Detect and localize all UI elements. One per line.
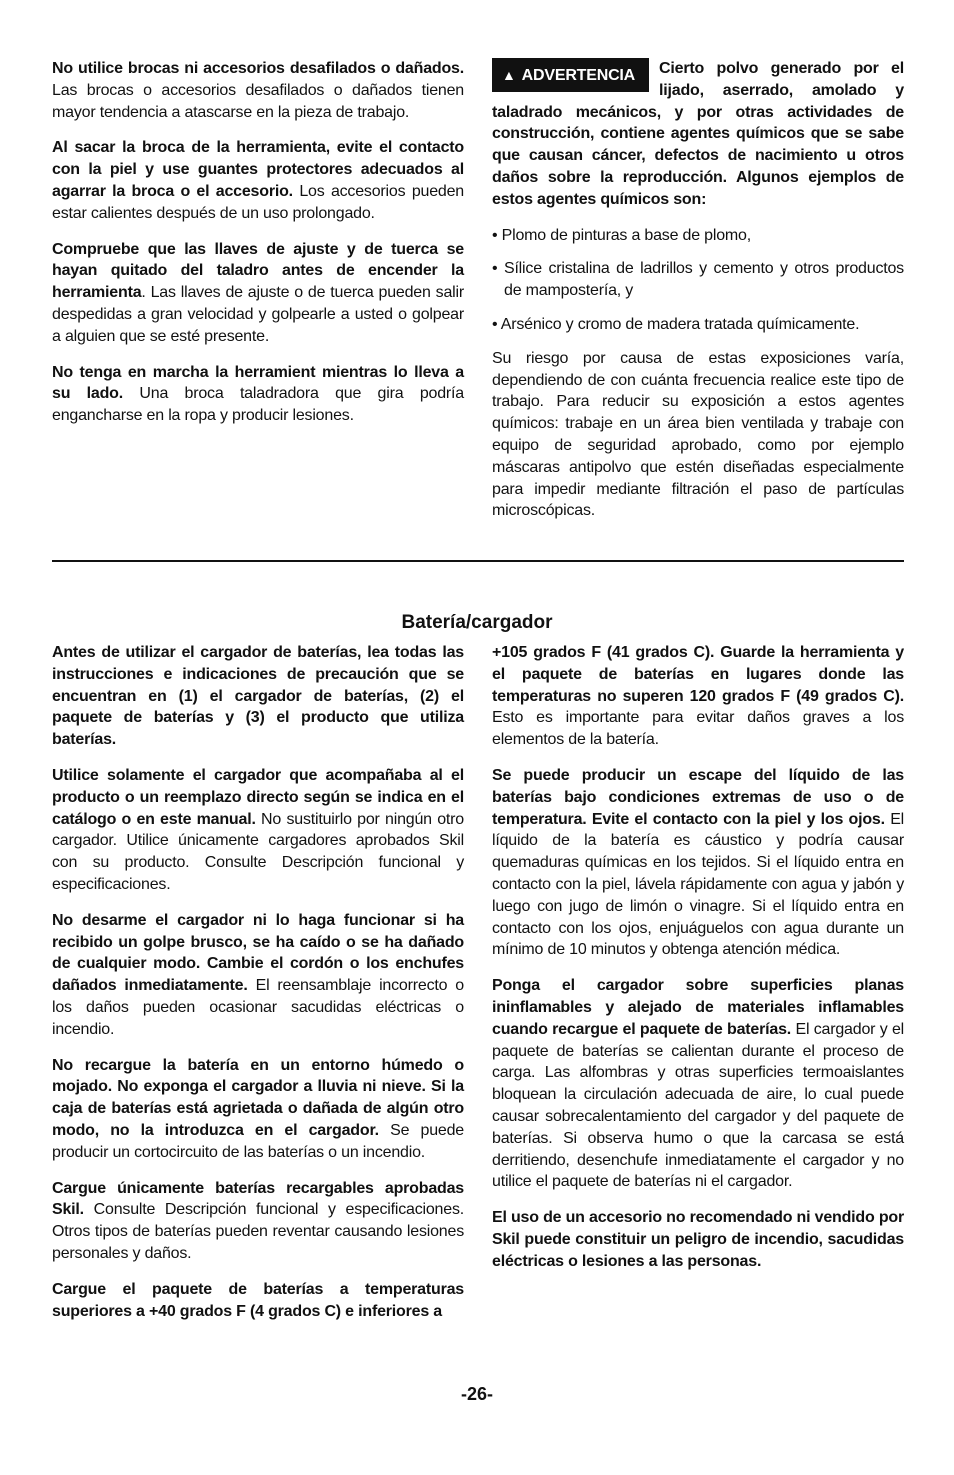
bottom-right-column: [492, 642, 904, 1287]
list-item: • Arsénico y cromo de madera tratada químicamente.: [492, 315, 860, 333]
paragraph: [52, 58, 464, 123]
paragraph: [52, 1178, 464, 1265]
paragraph-bold: Se puede producir un escape del líquido de las baterías bajo condiciones extremas de uso o de temperatura. Evite el contacto con la piel y los ojos.: [492, 766, 904, 828]
section-divider: [52, 560, 904, 562]
paragraph: [492, 642, 904, 751]
paragraph-bold: Cargue únicamente baterías recargables aprobadas Skil.: [52, 1179, 464, 1219]
paragraph: [52, 362, 464, 427]
top-left-column: [52, 58, 464, 441]
paragraph: [492, 975, 904, 1193]
warning-label: [492, 58, 649, 92]
warning-paragraph: [492, 58, 904, 211]
paragraph-bold: Compruebe que las llaves de ajuste y de tuerca se hayan quitado del taladro antes de encender la herramienta: [52, 240, 464, 302]
paragraph-bold: Antes de utilizar el cargador de baterías, lea todas las instrucciones e indicaciones de precaución que se encuentran en (1) el cargador de baterías, (2) el paquete de baterías y (3) el producto que utiliza baterías.: [52, 644, 464, 749]
paragraph: [52, 642, 464, 751]
paragraph-bold: No recargue la batería en un entorno húmedo o mojado. No exponga el cargador a lluvia ni nieve. Si la caja de baterías está agrietada o dañada de algún otro modo, no la introduzca en el cargador.: [52, 1056, 464, 1139]
paragraph-bold: No tenga en marcha la herramient mientras lo lleva a su lado.: [52, 363, 464, 403]
paragraph: [492, 765, 904, 961]
section-title: Batería/cargador: [401, 612, 553, 633]
paragraph-bold: No utilice brocas ni accesorios desafilados o dañados.: [52, 60, 464, 77]
paragraph: [52, 137, 464, 224]
paragraph-text: No sustituirlo por ningún otro cargador. Utilice únicamente cargadores aprobados Skil con su producto. Consulte Descripción funcional y especificaciones.: [52, 810, 464, 893]
paragraph-bold: Al sacar la broca de la herramienta, evite el contacto con la piel y use guantes protectores adecuados al agarrar la broca o el accesorio.: [52, 139, 464, 200]
paragraph: [52, 910, 464, 1041]
warning-section: [492, 58, 904, 536]
paragraph-text: El reensamblaje incorrecto o los daños pueden ocasionar sacudidas eléctricas o incendio.: [52, 977, 464, 1038]
warning-closing: Su riesgo por causa de estas exposiciones varía, dependiendo de con cuánta frecuencia realice este tipo de trabajo. Para reducir su exposición a estos agentes químicos: trabaje en un área bien ventilada y trabaje con equipo de seguridad aprobado, como por ejemplo máscaras antipolvo que estén diseñadas especialmente para impedir mediante filtración el paso de partículas microscópicas.: [492, 349, 904, 520]
paragraph-bold: El uso de un accesorio no recomendado ni vendido por Skil puede constituir un peligro de incendio, sacudidas eléctricas o lesiones a las personas.: [492, 1209, 904, 1270]
list-item: • Sílice cristalina de ladrillos y cemento y otros productos de mampostería, y: [492, 260, 904, 300]
paragraph: [52, 765, 464, 896]
paragraph-text: Se puede producir un cortocircuito de las baterías o un incendio.: [52, 1121, 464, 1161]
list-item: • Plomo de pinturas a base de plomo,: [492, 226, 752, 244]
paragraph-bold: Utilice solamente el cargador que acompañaba al el producto o un reemplazo directo según se indica en el catálogo o en este manual.: [52, 766, 464, 828]
warning-triangle-icon: ▲: [502, 67, 516, 83]
paragraph-bold: Cargue el paquete de baterías a temperaturas superiores a +40 grados F (4 grados C) e inferiores a: [52, 1280, 464, 1320]
bottom-left-column: [52, 642, 464, 1336]
paragraph: [52, 239, 464, 348]
paragraph-bold: Ponga el cargador sobre superficies planas ininflamables y alejado de materiales inflamables cuando recargue el paquete de baterías.: [492, 977, 904, 1038]
paragraph-text: Una broca taladradora que gira podría engancharse en la ropa y producir lesiones.: [52, 385, 464, 425]
paragraph-text: Esto es importante para evitar daños graves a los elementos de la batería.: [492, 709, 904, 749]
paragraph-text: El líquido de la batería es cáustico y podría causar quemaduras químicas en los tejidos. Si el líquido entra en contacto con la piel, lávela rápidamente con agua y jabón y luego con jugo de limón o vinagre. Si el líquido entra en contacto con los ojos, enjuáguelos con agua durante un mínimo de 10 minutos y obtenga atención médica.: [492, 810, 905, 959]
paragraph: [492, 1207, 904, 1272]
paragraph-bold: +105 grados F (41 grados C). Guarde la herramienta y el paquete de baterías en lugares donde las temperaturas no superen 120 grados F (49 grados C).: [492, 644, 904, 705]
page-number: -26-: [460, 1384, 493, 1404]
paragraph-text: Los accesorios pueden estar calientes después de un uso prolongado.: [52, 182, 465, 222]
paragraph-text: El cargador y el paquete de baterías se calientan durante el proceso de carga. Las alfombras y otras superficies termoaislantes bloquean la circulación adecuada de aire, lo cual puede causar sobrecalentamiento del cargador y del paquete de baterías. Si observa humo o que la carcasa se está derritiendo, desenchufe inmediatamente el cargador y no utilice el paquete de baterías ni el cargador.: [492, 1020, 904, 1191]
paragraph-text: Las brocas o accesorios desafilados o dañados tienen mayor tendencia a atascarse en la pieza de trabajo.: [52, 81, 464, 121]
paragraph-text: Consulte Descripción funcional y especificaciones. Otros tipos de baterías pueden reventar causando lesiones personales y daños.: [52, 1201, 464, 1262]
paragraph-text: . Las llaves de ajuste o de tuerca pueden salir despedidas a gran velocidad y golpearle a usted o golpear a alguien que se esté presente.: [52, 284, 464, 345]
warning-label-text: ADVERTENCIA: [521, 67, 636, 84]
paragraph-bold: No desarme el cargador ni lo haga funcionar si ha recibido un golpe brusco, se ha caído o se ha dañado de cualquier modo. Cambie el cordón o los enchufes dañados inmediatamente.: [52, 911, 464, 995]
paragraph: [52, 1279, 464, 1323]
warning-text: Cierto polvo generado por el lijado, aserrado, amolado y taladrado mecánicos, y por otras actividades de construcción, contiene agentes químicos que se sabe que causan cáncer, defectos de nacimiento u otros daños sobre la reproducción. Algunos ejemplos de estos agentes químicos son:: [492, 60, 904, 208]
paragraph: [52, 1055, 464, 1164]
